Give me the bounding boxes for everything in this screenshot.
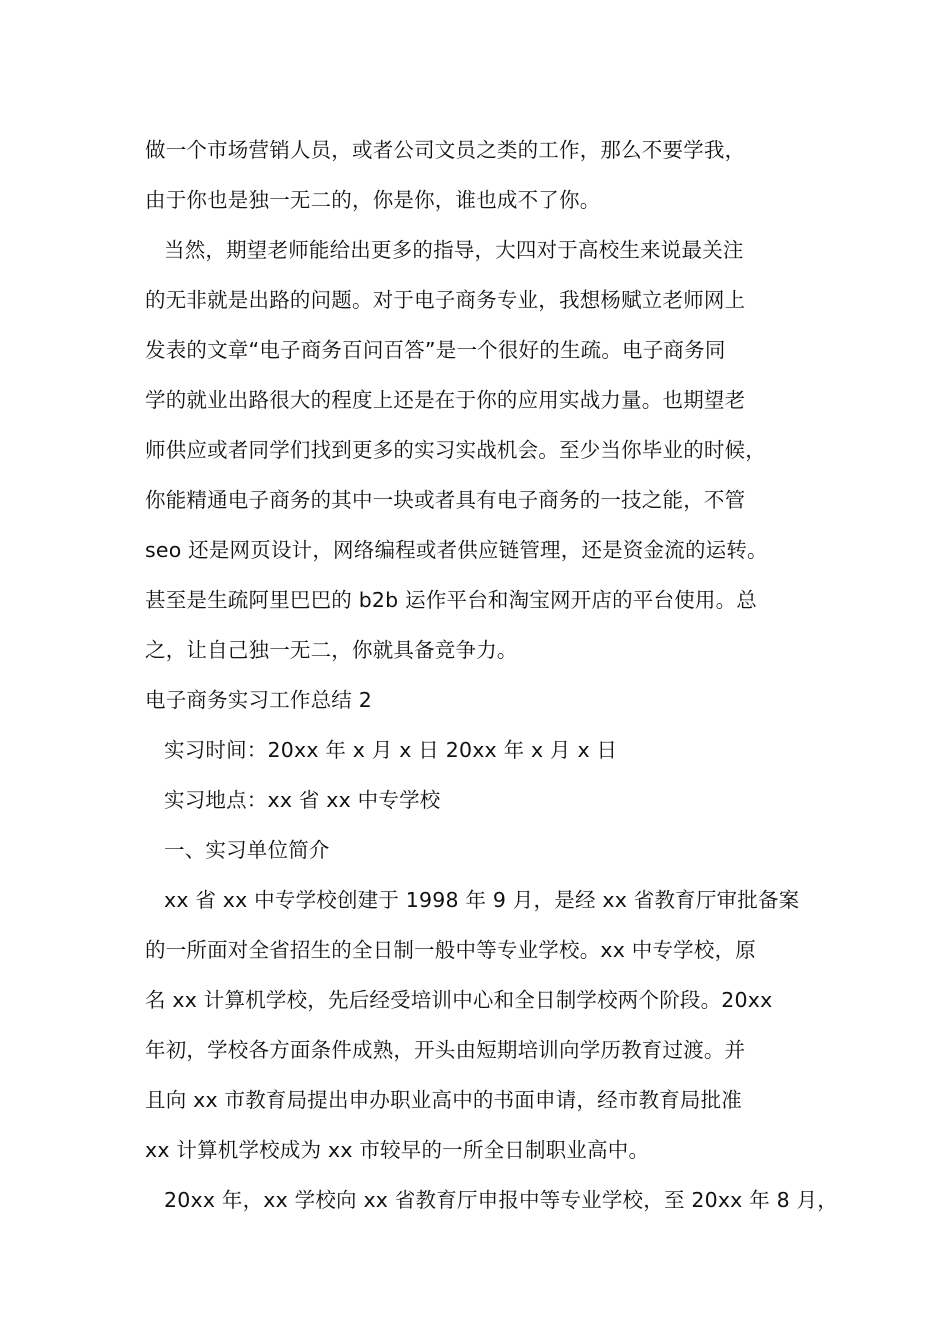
body-line: 且向 xx 市教育局提出申办职业高中的书面申请，经市教育局批准 [145, 1088, 742, 1112]
internship-time: 实习时间：20xx 年 x 月 x 日 20xx 年 x 月 x 日 [164, 738, 618, 762]
body-line: 甚至是生疏阿里巴巴的 b2b 运作平台和淘宝网开店的平台使用。总 [145, 588, 757, 612]
body-line: 的一所面对全省招生的全日制一般中等专业学校。xx 中专学校，原 [145, 938, 756, 962]
section-heading: 电子商务实习工作总结 2 [145, 688, 372, 712]
body-line: 由于你也是独一无二的，你是你，谁也成不了你。 [145, 188, 601, 212]
body-line: 学的就业出路很大的程度上还是在于你的应用实战力量。也期望老 [145, 388, 746, 412]
body-line: 当然，期望老师能给出更多的指导，大四对于高校生来说最关注 [164, 238, 744, 262]
body-line: 名 xx 计算机学校，先后经受培训中心和全日制学校两个阶段。20xx [145, 988, 773, 1012]
body-line: 之，让自己独一无二，你就具备竞争力。 [145, 638, 518, 662]
body-line: 发表的文章“电子商务百问百答”是一个很好的生疏。电子商务同 [145, 338, 726, 362]
body-line: 20xx 年，xx 学校向 xx 省教育厅申报中等专业学校，至 20xx 年 8 月， [164, 1188, 838, 1212]
body-line: 的无非就是出路的问题。对于电子商务专业，我想杨赋立老师网上 [145, 288, 746, 312]
body-line: xx 省 xx 中专学校创建于 1998 年 9 月，是经 xx 省教育厅审批备案 [164, 888, 800, 912]
body-line: seo 还是网页设计，网络编程或者供应链管理，还是资金流的运转。 [145, 538, 768, 562]
subsection-heading: 一、实习单位简介 [164, 838, 330, 862]
body-line: 做一个市场营销人员，或者公司文员之类的工作，那么不要学我， [145, 138, 746, 162]
body-line: 师供应或者同学们找到更多的实习实战机会。至少当你毕业的时候， [145, 438, 766, 462]
body-line: 年初，学校各方面条件成熟，开头由短期培训向学历教育过渡。并 [145, 1038, 746, 1062]
internship-location: 实习地点：xx 省 xx 中专学校 [164, 788, 441, 812]
body-line: 你能精通电子商务的其中一块或者具有电子商务的一技之能，不管 [145, 488, 746, 512]
body-line: xx 计算机学校成为 xx 市较早的一所全日制职业高中。 [145, 1138, 650, 1162]
